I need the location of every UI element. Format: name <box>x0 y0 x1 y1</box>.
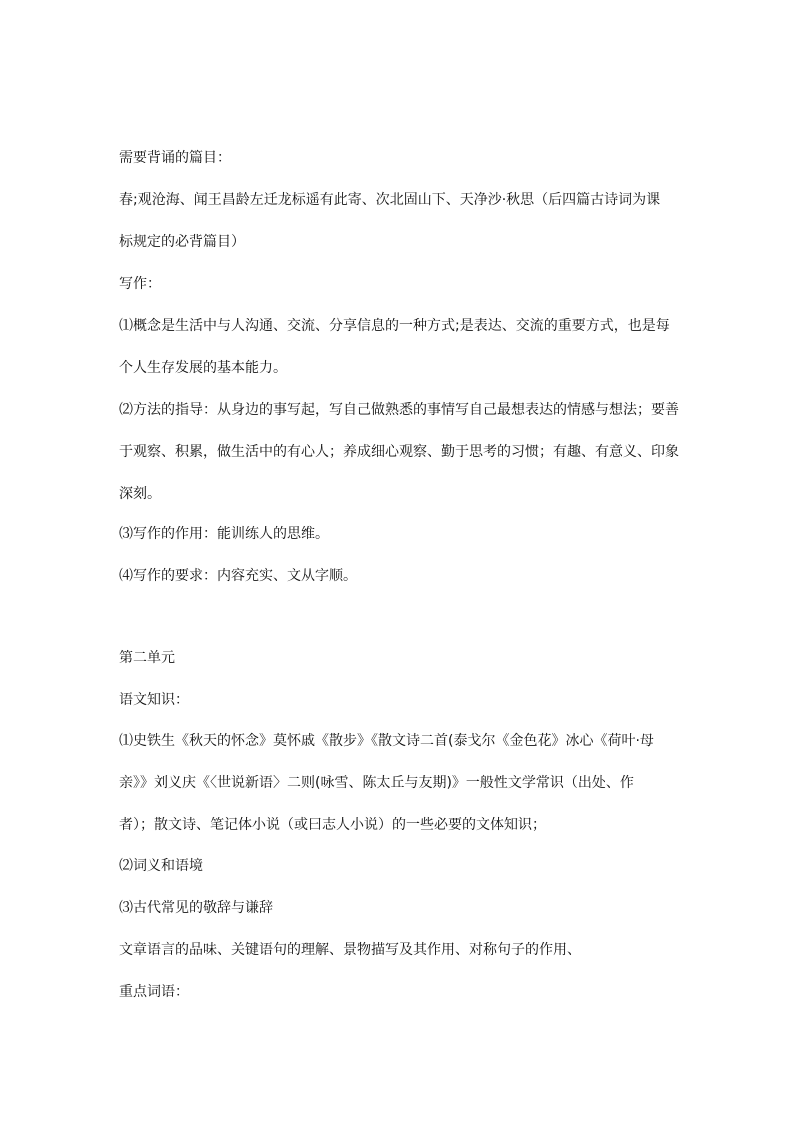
writing-item-2: ⑵方法的指导：从身边的事写起，写自己做熟悉的事情写自己最想表达的情感与想法；要善 <box>119 402 679 418</box>
writing-item-1-cont: 个人生存发展的基本能力。 <box>119 360 287 376</box>
writing-item-2-cont: 深刻。 <box>119 486 161 502</box>
knowledge-item-1-cont: 亲》》刘义庆《〈世说新语〉二则(咏雪、陈太丘与友期)》一般性文学常识（出处、作 <box>119 775 634 791</box>
writing-item-2-cont: 于观察、积累，做生活中的有心人；养成细心观察、勤于思考的习惯；有趣、有意义、印象 <box>119 444 679 460</box>
writing-item-1: ⑴概念是生活中与人沟通、交流、分享信息的一种方式;是表达、交流的重要方式，也是每 <box>119 318 670 334</box>
knowledge-item-2: ⑵词义和语境 <box>119 858 203 874</box>
recite-heading: 需要背诵的篇目： <box>119 150 231 166</box>
reading-points-line: 文章语言的品味、关键语句的理解、景物描写及其作用、对称句子的作用、 <box>119 942 581 958</box>
knowledge-item-3: ⑶古代常见的敬辞与谦辞 <box>119 900 273 916</box>
knowledge-heading: 语文知识： <box>119 692 189 708</box>
writing-heading: 写作： <box>119 276 161 292</box>
recite-list-line: 春;观沧海、闻王昌龄左迁龙标遥有此寄、次北固山下、天净沙·秋思（后四篇古诗词为课 <box>119 192 661 208</box>
recite-list-line: 标规定的必背篇目） <box>119 234 245 250</box>
writing-item-4: ⑷写作的要求：内容充实、文从字顺。 <box>119 568 357 584</box>
key-words-heading: 重点词语： <box>119 984 189 1000</box>
knowledge-item-1-cont: 者）；散文诗、笔记体小说（或曰志人小说）的一些必要的文体知识； <box>119 817 546 833</box>
unit-2-heading: 第二单元 <box>119 650 175 666</box>
knowledge-item-1: ⑴史铁生《秋天的怀念》莫怀戚《散步》《散文诗二首(泰戈尔《金色花》冰心《荷叶·母 <box>119 733 654 749</box>
writing-item-3: ⑶写作的作用：能训练人的思维。 <box>119 526 329 542</box>
